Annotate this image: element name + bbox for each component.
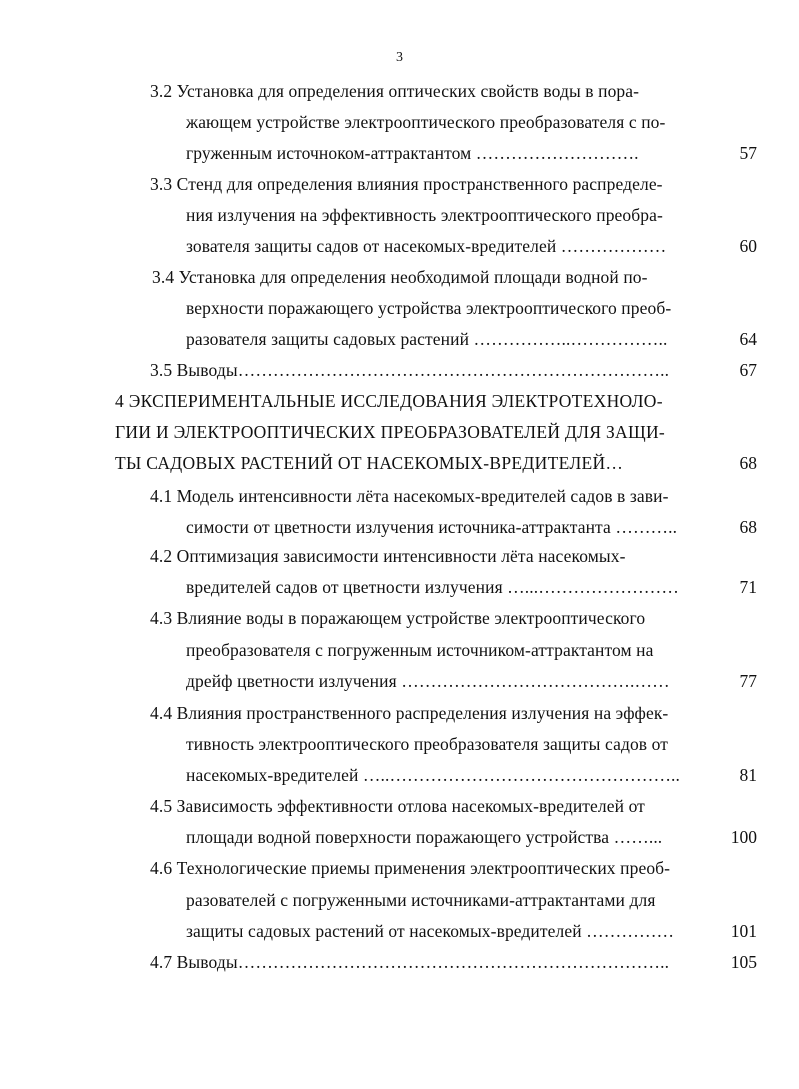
toc-page-number: 100 — [730, 827, 757, 847]
toc-chapter-line: ТЫ САДОВЫХ РАСТЕНИЙ ОТ НАСЕКОМЫХ-ВРЕДИТЕЛЕЙ… — [115, 453, 624, 473]
toc-line: разователя защиты садовых растений ……………..…………….. — [186, 329, 668, 349]
toc-line: 4.7 Выводы……………………………………………………………….. — [150, 952, 670, 972]
toc-page-number: 57 — [739, 143, 757, 163]
toc-line: 4.5 Зависимость эффективности отлова насекомых-вредителей от — [150, 796, 645, 816]
toc-page-number: 71 — [739, 577, 757, 597]
toc-line: разователей с погруженными источниками-аттрактантами для — [186, 890, 656, 910]
toc-line: 4.6 Технологические приемы применения электрооптических преоб- — [150, 858, 671, 878]
toc-line: 3.2 Установка для определения оптических свойств воды в пора- — [150, 81, 640, 101]
toc-page-number: 68 — [739, 453, 757, 473]
toc-line: 4.1 Модель интенсивности лёта насекомых-вредителей садов в зави- — [150, 486, 669, 506]
toc-page-number: 77 — [739, 671, 757, 691]
toc-line: 3.5 Выводы……………………………………………………………….. — [150, 360, 670, 380]
toc-line: насекомых-вредителей …..………………………………………….. — [186, 765, 680, 785]
toc-page-number: 105 — [730, 952, 757, 972]
toc-page-number: 67 — [739, 360, 757, 380]
toc-line: тивность электрооптического преобразователя защиты садов от — [186, 734, 668, 754]
toc-page-number: 101 — [730, 921, 757, 941]
toc-line: симости от цветности излучения источника-аттрактанта ……….. — [186, 517, 678, 537]
toc-line: 3.4 Установка для определения необходимой площади водной по- — [152, 267, 648, 287]
toc-chapter-line: 4 ЭКСПЕРИМЕНТАЛЬНЫЕ ИССЛЕДОВАНИЯ ЭЛЕКТРОТЕХНОЛО- — [115, 391, 663, 411]
toc-line: вредителей садов от цветности излучения …...…………………… — [186, 577, 680, 597]
toc-line: преобразователя с погруженным источником-аттрактантом на — [186, 640, 654, 660]
toc-page-number: 68 — [739, 517, 757, 537]
toc-line: защиты садовых растений от насекомых-вредителей …………… — [186, 921, 675, 941]
toc-page-number: 60 — [739, 236, 757, 256]
toc-line: 4.3 Влияние воды в поражающем устройстве электрооптического — [150, 608, 646, 628]
toc-line: зователя защиты садов от насекомых-вредителей ……………… — [186, 236, 667, 256]
toc-line: верхности поражающего устройства электрооптического преоб- — [186, 298, 672, 318]
toc-page-number: 81 — [739, 765, 757, 785]
toc-line: груженным источноком-аттрактантом ………………………. — [186, 143, 639, 163]
toc-line: жающем устройстве электрооптического преобразователя с по- — [186, 112, 666, 132]
toc-page-number: 64 — [739, 329, 757, 349]
page-number: 3 — [396, 50, 403, 65]
toc-line: дрейф цветности излучения ………………………………….…… — [186, 671, 670, 691]
toc-line: площади водной поверхности поражающего устройства ……... — [186, 827, 663, 847]
toc-line: 4.4 Влияния пространственного распределения излучения на эффек- — [150, 703, 669, 723]
toc-chapter-line: ГИИ И ЭЛЕКТРООПТИЧЕСКИХ ПРЕОБРАЗОВАТЕЛЕЙ ДЛЯ ЗАЩИ- — [115, 422, 666, 442]
toc-line: 3.3 Стенд для определения влияния пространственного распределе- — [150, 174, 663, 194]
toc-line: ния излучения на эффективность электрооптического преобра- — [186, 205, 663, 225]
toc-line: 4.2 Оптимизация зависимости интенсивности лёта насекомых- — [150, 546, 626, 566]
